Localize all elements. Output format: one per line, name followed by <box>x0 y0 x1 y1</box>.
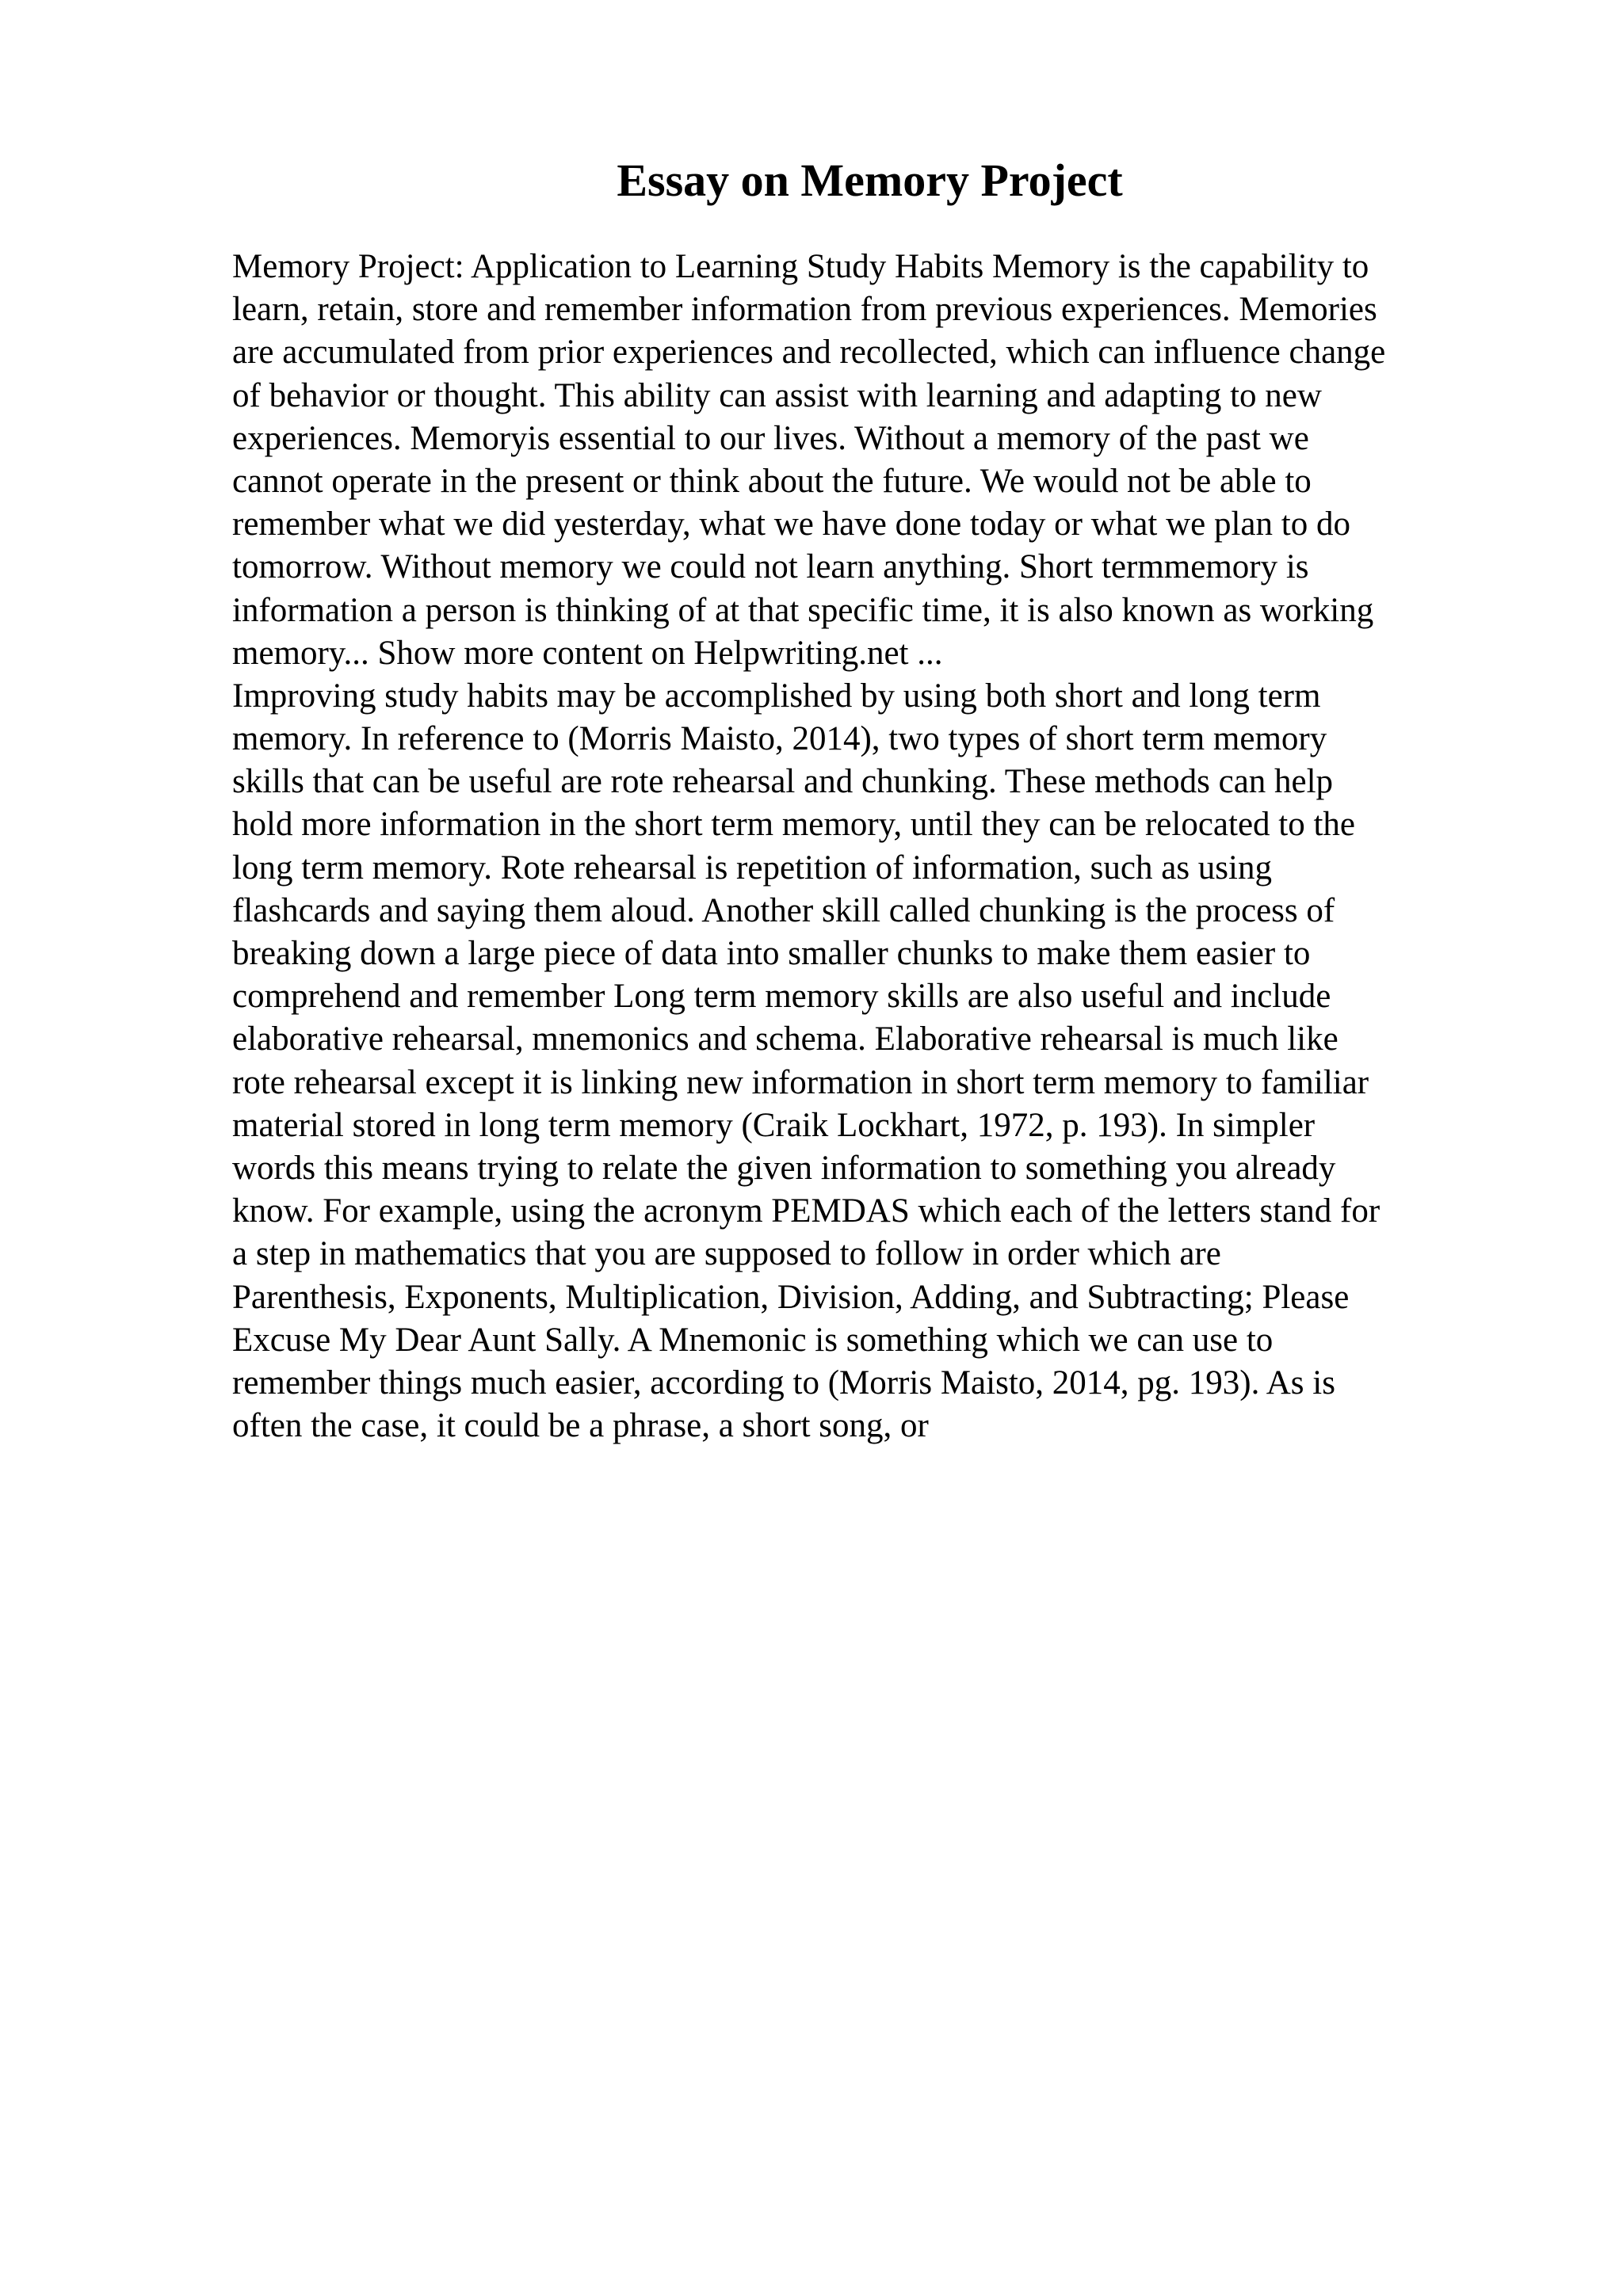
text-line: flashcards and saying them aloud. Another skill called chunking is the process of <box>232 891 1335 929</box>
text-line: are accumulated from prior experiences and recollected, which can influence change <box>232 334 1386 372</box>
text-line: tomorrow. Without memory we could not learn anything. Short termmemory is <box>232 548 1309 586</box>
text-line: Memory Project: Application to Learning Study Habits Memory is the capability to <box>232 248 1369 285</box>
text-line: Improving study habits may be accomplished by using both short and long term <box>232 677 1321 715</box>
text-line: memory. In reference to (Morris Maisto, 2014), two types of short term memory <box>232 720 1327 758</box>
text-line: comprehend and remember Long term memory skills are also useful and include <box>232 978 1331 1016</box>
text-line: of behavior or thought. This ability can assist with learning and adapting to new <box>232 376 1322 414</box>
text-line: words this means trying to relate the given information to something you already <box>232 1149 1336 1187</box>
text-line: remember things much easier, according to (Morris Maisto, 2014, pg. 193). As is <box>232 1363 1335 1402</box>
document-title: Essay on Memory Project <box>617 154 1123 206</box>
text-line: Excuse My Dear Aunt Sally. A Mnemonic is something which we can use to <box>232 1321 1274 1359</box>
text-line: skills that can be useful are rote rehearsal and chunking. These methods can help <box>232 763 1334 801</box>
text-line: breaking down a large piece of data into smaller chunks to make them easier to <box>232 935 1311 972</box>
text-line: rote rehearsal except it is linking new information in short term memory to familiar <box>232 1063 1369 1101</box>
text-line: material stored in long term memory (Craik Lockhart, 1972, p. 193). In simpler <box>232 1106 1316 1144</box>
text-line: experiences. Memoryis essential to our lives. Without a memory of the past we <box>232 419 1309 457</box>
text-line: long term memory. Rote rehearsal is repetition of information, such as using <box>232 849 1272 887</box>
essay-body <box>232 246 1500 1447</box>
text-line: learn, retain, store and remember information from previous experiences. Memories <box>232 291 1377 329</box>
text-line: remember what we did yesterday, what we have done today or what we plan to do <box>232 505 1350 543</box>
text-line: often the case, it could be a phrase, a short song, or <box>232 1407 929 1445</box>
text-line: a step in mathematics that you are supposed to follow in order which are <box>232 1235 1221 1273</box>
text-line: elaborative rehearsal, mnemonics and schema. Elaborative rehearsal is much like <box>232 1020 1338 1058</box>
text-line: hold more information in the short term memory, until they can be relocated to the <box>232 806 1356 844</box>
text-line: Parenthesis, Exponents, Multiplication, Division, Adding, and Subtracting; Please <box>232 1278 1350 1316</box>
text-line: know. For example, using the acronym PEMDAS which each of the letters stand for <box>232 1192 1381 1230</box>
text-line: information a person is thinking of at that specific time, it is also known as working <box>232 591 1374 629</box>
text-line: cannot operate in the present or think about the future. We would not be able to <box>232 462 1312 500</box>
text-line: memory... Show more content on Helpwriting.net ... <box>232 634 943 672</box>
